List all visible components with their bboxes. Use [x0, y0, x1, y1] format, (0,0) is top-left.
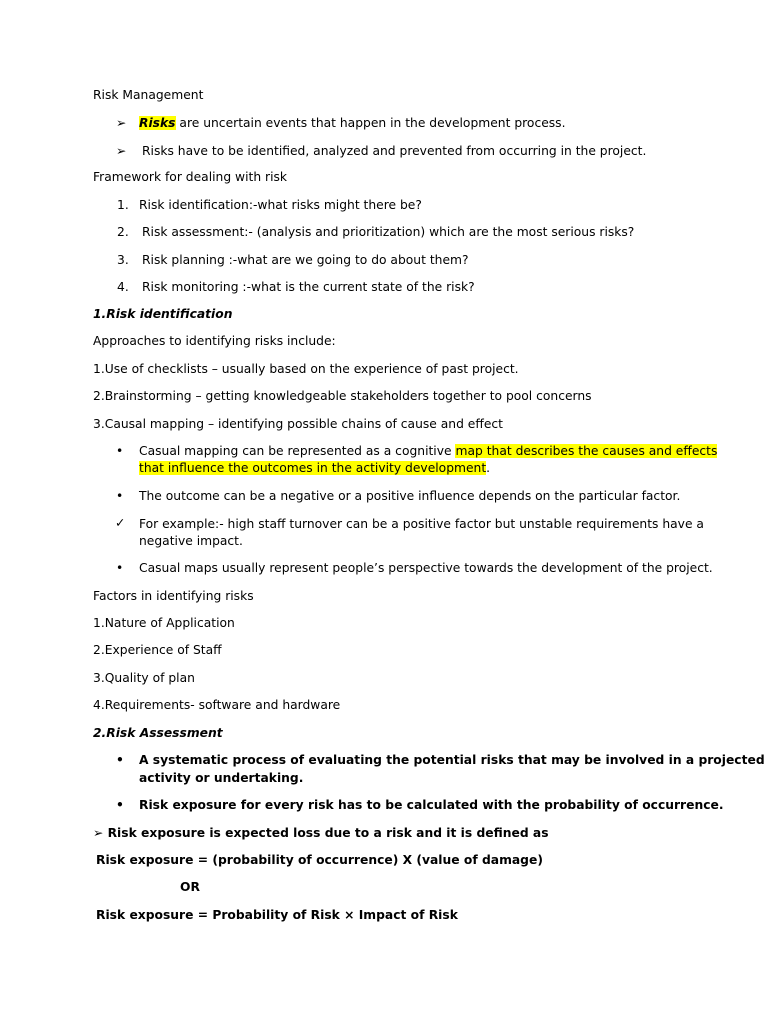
- framework-num-1: 1.: [117, 198, 129, 212]
- intro-bullet-1-text: are uncertain events that happen in the development process.: [175, 116, 566, 130]
- factor-4: 4.Requirements- software and hardware: [93, 698, 341, 712]
- factor-3: 3.Quality of plan: [93, 671, 195, 685]
- approaches-intro: Approaches to identifying risks include:: [93, 334, 336, 348]
- or-text: OR: [180, 880, 200, 894]
- causal-bullet-1-start: Casual mapping can be represented as a cognitive: [139, 444, 456, 458]
- checkmark-bullet-icon: ✓: [115, 516, 126, 530]
- intro-bullet-2: Risks have to be identified, analyzed and prevented from occurring in the project.: [142, 144, 647, 158]
- section-2-title: 2.Risk Assessment: [93, 726, 223, 740]
- causal-highlight-2: that influence the outcomes in the activity development: [139, 461, 487, 475]
- bullet-dot-icon: •: [116, 798, 124, 812]
- section-1-title: 1.Risk identification: [93, 307, 233, 321]
- causal-bullet-1-end: .: [486, 461, 491, 475]
- causal-bullet-1-line-1: [139, 443, 717, 460]
- framework-num-4: 4.: [117, 280, 129, 294]
- framework-title: Framework for dealing with risk: [93, 170, 288, 184]
- document-title: Risk Management: [93, 88, 204, 102]
- bullet-dot-icon: •: [116, 753, 124, 767]
- factor-2: 2.Experience of Staff: [93, 643, 222, 657]
- arrow-bullet-icon: ➢: [116, 144, 127, 158]
- risks-highlight: Risks: [139, 116, 176, 130]
- bullet-dot-icon: •: [116, 444, 124, 458]
- bullet-dot-icon: •: [116, 561, 124, 575]
- assessment-bullet-1-line-2: activity or undertaking.: [139, 771, 304, 785]
- approach-1: 1.Use of checklists – usually based on the experience of past project.: [93, 362, 519, 376]
- exposure-definition: ➢ Risk exposure is expected loss due to a risk and it is defined as: [93, 826, 549, 840]
- assessment-bullet-1-line-1: A systematic process of evaluating the potential risks that may be involved in a projected: [139, 753, 765, 767]
- framework-item-3: Risk planning :-what are we going to do about them?: [142, 253, 469, 267]
- causal-bullet-4: Casual maps usually represent people’s perspective towards the development of the project.: [139, 561, 713, 575]
- causal-bullet-3-line-1: For example:- high staff turnover can be a positive factor but unstable requirements have a: [139, 517, 704, 531]
- causal-highlight-1: map that describes the causes and effects: [455, 444, 718, 458]
- arrow-bullet-icon: ➢: [116, 116, 127, 130]
- factors-title: Factors in identifying risks: [93, 589, 254, 603]
- framework-item-2: Risk assessment:- (analysis and prioritization) which are the most serious risks?: [142, 225, 635, 239]
- approach-3: 3.Causal mapping – identifying possible chains of cause and effect: [93, 417, 503, 431]
- framework-num-3: 3.: [117, 253, 129, 267]
- assessment-bullet-2: Risk exposure for every risk has to be calculated with the probability of occurrence.: [139, 798, 724, 812]
- bullet-dot-icon: •: [116, 489, 124, 503]
- causal-bullet-1-line-2: [139, 460, 490, 477]
- framework-item-1: Risk identification:-what risks might there be?: [139, 198, 422, 212]
- framework-item-4: Risk monitoring :-what is the current state of the risk?: [142, 280, 475, 294]
- intro-bullet-1: [139, 115, 566, 132]
- framework-num-2: 2.: [117, 225, 129, 239]
- approach-2: 2.Brainstorming – getting knowledgeable stakeholders together to pool concerns: [93, 389, 592, 403]
- causal-bullet-2: The outcome can be a negative or a positive influence depends on the particular factor.: [139, 489, 681, 503]
- factor-1: 1.Nature of Application: [93, 616, 235, 630]
- formula-2: Risk exposure = Probability of Risk × Impact of Risk: [96, 908, 458, 922]
- formula-1: Risk exposure = (probability of occurrence) X (value of damage): [96, 853, 543, 867]
- causal-bullet-3-line-2: negative impact.: [139, 534, 243, 548]
